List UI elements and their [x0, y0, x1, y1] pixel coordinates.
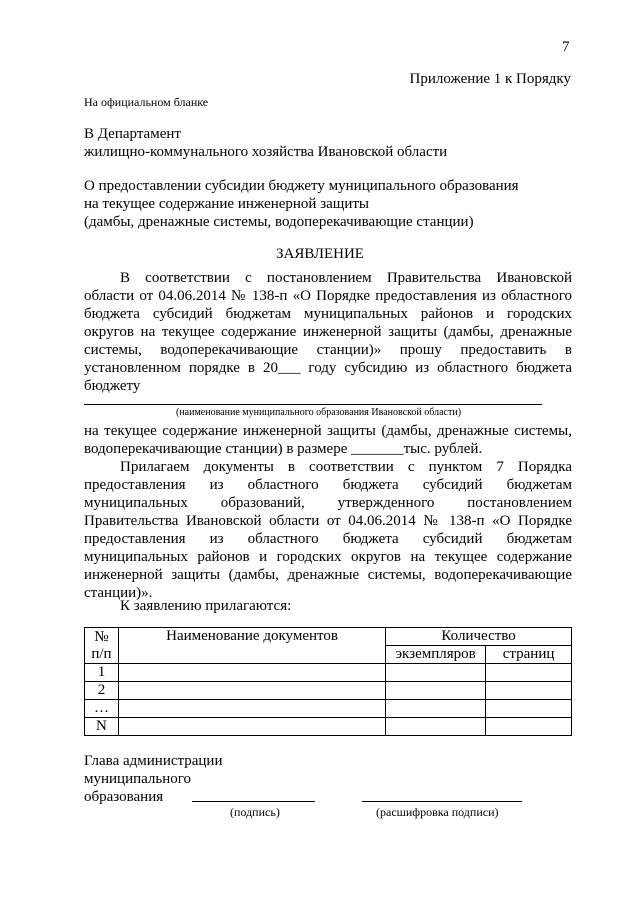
row-document-name[interactable]	[118, 718, 385, 736]
row-number: 1	[85, 664, 119, 682]
signature-blank-line	[192, 801, 315, 802]
paragraph-2	[84, 458, 572, 602]
subject-line-2: на текущее содержание инженерной защиты	[84, 196, 369, 212]
table-row	[85, 700, 572, 718]
table-header-row	[85, 628, 572, 646]
signature-decode-caption: (расшифровка подписи)	[376, 805, 499, 819]
letterhead-note: На официальном бланке	[84, 95, 209, 109]
header-number-line-2: п/п	[91, 645, 112, 662]
document-title: ЗАЯВЛЕНИЕ	[276, 246, 364, 262]
row-number: 2	[85, 682, 119, 700]
paragraph-1-line: области от 04.06.2014 № 138-п «О Порядке предоставления из областного	[84, 288, 572, 304]
subject-line-1: О предоставлении субсидии бюджету муниципального образования	[84, 178, 519, 194]
addressee-line-1: В Департамент	[84, 126, 181, 142]
municipality-blank-line	[84, 404, 542, 405]
row-copies[interactable]	[386, 700, 486, 718]
paragraph-2-line: инженерной защиты (дамбы, дренажные системы, водоперекачивающие	[84, 567, 572, 583]
paragraph-1-line: В соответствии с постановлением Правительства Ивановской	[120, 270, 572, 286]
row-pages[interactable]	[486, 664, 572, 682]
row-document-name[interactable]	[118, 682, 385, 700]
signatory-line-2: муниципального	[84, 771, 192, 787]
signatory-line-1: Глава администрации	[84, 753, 223, 769]
row-pages[interactable]	[486, 700, 572, 718]
row-copies[interactable]	[386, 682, 486, 700]
paragraph-2-line: муниципальных образований, утвержденного постановлением	[84, 495, 572, 511]
paragraph-2-line: предоставления из областного бюджета субсидий бюджетам	[84, 477, 572, 493]
row-copies[interactable]	[386, 718, 486, 736]
header-document-name: Наименование документов	[118, 628, 385, 664]
paragraph-1-line: системы, водоперекачивающие станции)» прошу предоставить в	[84, 342, 572, 358]
addressee-line-2: жилищно-коммунального хозяйства Ивановской области	[84, 144, 448, 160]
paragraph-2-line: Прилагаем документы в соответствии с пунктом 7 Порядка	[120, 459, 572, 475]
paragraph-2-line: предоставления из областного бюджета субсидий бюджетам	[84, 531, 572, 547]
row-copies[interactable]	[386, 664, 486, 682]
paragraph-1-continuation	[84, 422, 572, 458]
table-row	[85, 718, 572, 736]
documents-table	[84, 627, 572, 736]
attachments-intro: К заявлению прилагаются:	[120, 598, 292, 614]
header-quantity: Количество	[386, 628, 572, 646]
header-pages: страниц	[486, 646, 572, 664]
header-number-cell	[85, 628, 119, 664]
subject-line-3: (дамбы, дренажные системы, водоперекачивающие станции)	[84, 214, 474, 230]
paragraph-2-line: Правительства Ивановской области от 04.06.2014 № 138-п «О Порядке	[84, 513, 572, 529]
paragraph-1-cont-line: водоперекачивающие станции) в размере _______тыс. рублей.	[84, 441, 483, 457]
appendix-label: Приложение 1 к Порядку	[409, 71, 571, 87]
row-number: N	[85, 718, 119, 736]
header-copies: экземпляров	[386, 646, 486, 664]
header-number-line-1: №	[94, 628, 109, 645]
paragraph-1	[84, 269, 572, 395]
row-pages[interactable]	[486, 718, 572, 736]
municipality-caption: (наименование муниципального образования Ивановской области)	[176, 407, 462, 418]
signature-decode-blank-line	[362, 801, 522, 802]
row-document-name[interactable]	[118, 700, 385, 718]
page-number: 7	[562, 39, 570, 55]
table-row	[85, 682, 572, 700]
signature-caption: (подпись)	[230, 805, 280, 819]
paragraph-2-line: станции)».	[84, 585, 153, 601]
paragraph-1-line: бюджета субсидий бюджетам муниципальных районов и городских	[84, 306, 572, 322]
paragraph-1-line: установленном порядке в 20___ году субсидию из областного бюджета	[84, 360, 572, 376]
paragraph-1-line: округов на текущее содержание инженерной защиты (дамбы, дренажные	[84, 324, 572, 340]
table-row	[85, 664, 572, 682]
row-document-name[interactable]	[118, 664, 385, 682]
row-number: …	[85, 700, 119, 718]
paragraph-1-cont-line: на текущее содержание инженерной защиты (дамбы, дренажные системы,	[84, 423, 572, 439]
paragraph-2-line: муниципальных районов и городских округов на текущее содержание	[84, 549, 572, 565]
signatory-line-3: образования	[84, 789, 164, 805]
row-pages[interactable]	[486, 682, 572, 700]
paragraph-1-line: бюджету	[84, 378, 141, 394]
